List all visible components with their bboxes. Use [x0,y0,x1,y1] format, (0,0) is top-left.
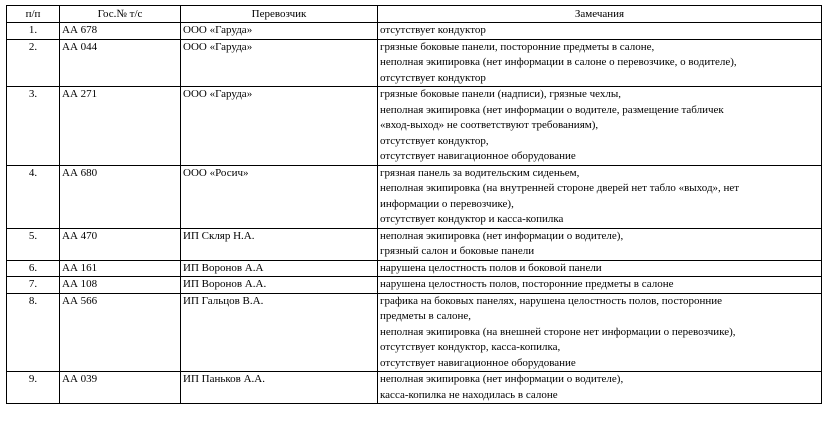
row-carrier: ООО «Росич» [181,165,378,228]
row-number: 5. [7,228,60,260]
row-carrier: ИП Гальцов В.А. [181,293,378,372]
inspection-remarks-table [6,5,822,404]
remark-line: нарушена целостность полов и боковой панели [380,261,602,274]
remark-line: неполная экипировка (нет информации в салоне о перевозчике, о водителе), [380,56,737,68]
row-number: 7. [7,277,60,294]
row-remarks [378,23,822,40]
remark-line: неполная экипировка (на внешней стороне нет информации о перевозчике), [380,325,736,338]
row-remarks [378,39,822,87]
remark-line: отсутствует навигационное оборудование [380,356,576,369]
remark-line: отсутствует кондуктор и касса-копилка [380,213,564,225]
row-plate: АА 108 [60,277,181,294]
remark-line: предметы в салоне, [380,310,471,322]
row-remarks [378,293,822,372]
row-plate: АА 678 [60,23,181,40]
row-remarks [378,277,822,294]
table-row [7,23,822,40]
table-body [7,23,822,404]
table-row [7,260,822,277]
remark-line: неполная экипировка (нет информации о водителе, размещение табличек [380,103,724,116]
row-plate: АА 039 [60,372,181,404]
remark-line: грязная панель за водительским сиденьем, [380,166,580,179]
remark-line: грязные боковые панели (надписи), грязные чехлы, [380,88,622,100]
remark-line: «вход-выход» не соответствуют требованиям), [380,119,599,131]
remark-line: неполная экипировка (на внутренней стороне дверей нет табло «выход», нет [380,182,740,194]
row-plate: АА 470 [60,228,181,260]
remark-line: графика на боковых панелях, нарушена целостность полов, посторонние [380,294,723,307]
remark-line: грязные боковые панели, посторонние предметы в салоне, [380,40,655,53]
row-number: 8. [7,293,60,372]
row-carrier: ИП Воронов А.А. [181,277,378,294]
table-row [7,228,822,260]
remark-line: отсутствует кондуктор [380,71,486,84]
row-carrier: ООО «Гаруда» [181,23,378,40]
row-plate: АА 271 [60,87,181,166]
remark-line: касса-копилка не находилась в салоне [380,388,558,401]
remark-line: грязный салон и боковые панели [380,245,535,257]
header-remarks: Замечания [378,6,822,23]
row-carrier: ООО «Гаруда» [181,39,378,87]
row-number: 3. [7,87,60,166]
table-row [7,165,822,228]
row-remarks [378,165,822,228]
header-plate: Гос.№ т/с [60,6,181,23]
row-plate: АА 044 [60,39,181,87]
row-remarks [378,228,822,260]
row-number: 9. [7,372,60,404]
row-plate: АА 161 [60,260,181,277]
header-number: п/п [7,6,60,23]
row-carrier: ИП Паньков А.А. [181,372,378,404]
table-row [7,277,822,294]
row-plate: АА 566 [60,293,181,372]
table-row [7,293,822,372]
row-number: 2. [7,39,60,87]
row-number: 4. [7,165,60,228]
table-row [7,39,822,87]
row-number: 6. [7,260,60,277]
row-remarks [378,260,822,277]
table-header-row [7,6,822,23]
remark-line: отсутствует кондуктор, касса-копилка, [380,341,561,353]
row-carrier: ИП Воронов А.А [181,260,378,277]
table-row [7,87,822,166]
remark-line: отсутствует кондуктор, [380,134,489,147]
remark-line: информации о перевозчике), [380,197,514,210]
header-carrier: Перевозчик [181,6,378,23]
row-carrier: ИП Скляр Н.А. [181,228,378,260]
remark-line: нарушена целостность полов, посторонние предметы в салоне [380,278,674,290]
row-carrier: ООО «Гаруда» [181,87,378,166]
remark-line: неполная экипировка (нет информации о водителе), [380,373,624,385]
row-remarks [378,372,822,404]
row-plate: АА 680 [60,165,181,228]
row-number: 1. [7,23,60,40]
table-row [7,372,822,404]
row-remarks [378,87,822,166]
remark-line: неполная экипировка (нет информации о водителе), [380,229,624,242]
remark-line: отсутствует навигационное оборудование [380,150,576,162]
remark-line: отсутствует кондуктор [380,24,486,36]
